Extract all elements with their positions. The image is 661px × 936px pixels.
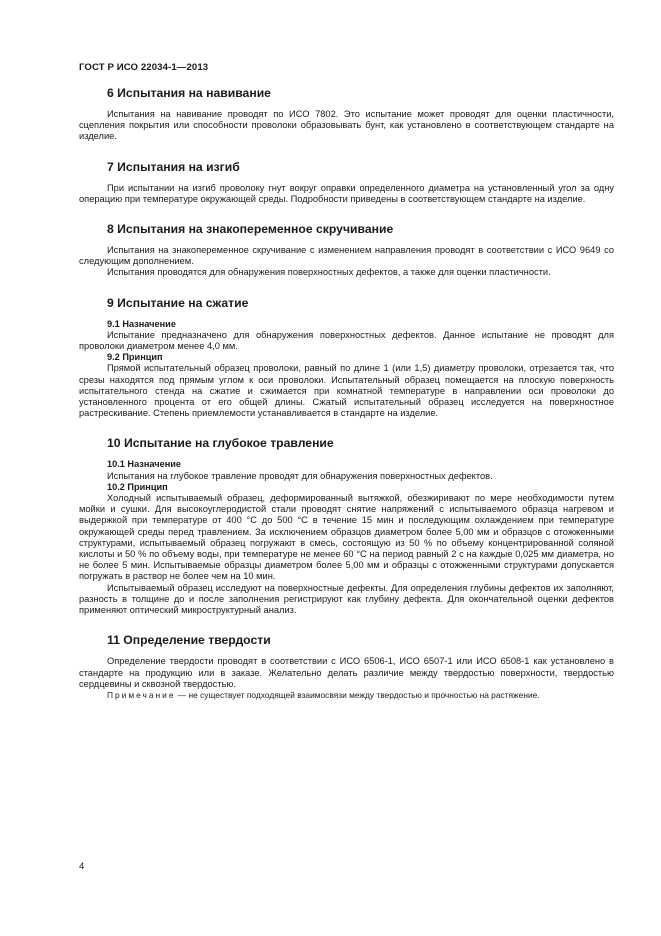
section-8-paragraph-1: Испытания на знакопеременное скручивание с изменением направления проводят в соответствии с ИСО 9649 со следующим дополнением. xyxy=(79,245,614,267)
section-10-1-paragraph: Испытания на глубокое травление проводят для обнаружения поверхностных дефектов. xyxy=(107,470,493,481)
subsection-10-2-title: 10.2 Принцип xyxy=(107,481,168,492)
section-7-paragraph-1: При испытании на изгиб проволоку гнут вокруг оправки определенного диаметра на установленный угол за одну операцию при температуре окружающей среды. Подробности приведены в соответствующем стандарте на изделие. xyxy=(79,182,614,204)
section-8 xyxy=(79,222,614,279)
section-6 xyxy=(79,86,614,143)
section-7 xyxy=(79,160,614,205)
section-8-paragraph-2: Испытания проводятся для обнаружения поверхностных дефектов, а также для оценки пластичности. xyxy=(107,267,551,278)
section-9-2-paragraph: Прямой испытательный образец проволоки, равный по длине 1 (или 1,5) диаметру проволоки, отрезается так, что срезы находятся под прямым углом к оси проволоки. Испытательный образец помещается на плоскую поверхность испытательного стенда на сжатие и сжимается при комнатной температуре в направлении оси проволоки до установленного процента от его общей длины. Сжатый испытательный образец исследуется на поверхностное растрескивание. Степень приемлемости устанавливается в стандарте на изделие. xyxy=(79,363,614,419)
section-7-title: 7 Испытания на изгиб xyxy=(107,159,240,174)
section-6-paragraph-1: Испытания на навивание проводят по ИСО 7802. Это испытание может проводят для оценки пластичности, сцепления покрытия или способности проволоки образовывать бунт, как установлено в соответствующем стандарте на изделие. xyxy=(79,109,614,142)
subsection-10-1-title: 10.1 Назначение xyxy=(107,459,182,470)
section-8-title: 8 Испытания на знакопеременное скручивание xyxy=(107,222,394,237)
section-10-title: 10 Испытание на глубокое травление xyxy=(107,436,334,451)
section-6-title: 6 Испытания на навивание xyxy=(107,86,271,100)
section-10-2-paragraph-2: Испытываемый образец исследуют на поверхностные дефекты. Для определения глубины дефектов их заполняют, разность в толщине до и после заполнения регистрируют как глубину дефекта. Для окончательной оценки дефектов применяют оптический микроструктурный анализ. xyxy=(79,582,614,616)
subsection-9-2-title: 9.2 Принцип xyxy=(107,352,163,363)
subsection-9-1-title: 9.1 Назначение xyxy=(107,318,176,329)
section-11-paragraph-1: Определение твердости проводят в соответствии с ИСО 6506-1, ИСО 6507-1 или ИСО 6508-1 как установлено в стандарте на продукцию или в заказе. Желательно делать различие между твердостью поверхности, твердостью сердцевины и сквозной твердостью. xyxy=(79,656,614,689)
section-10-2-paragraph-1: Холодный испытываемый образец, деформированный вытяжкой, обезжиривают по мере необходимости путем мойки и сушки. Для высокоуглеродистой стали проводят снятие напряжений с испытываемого образца нагревом и выдержкой при температуре от 400 °С до 500 °С в течение 15 мин и последующим охлаждением при температуре окружающей среды перед травлением. За исключением образцов диаметром более 5,00 мм и образцов с отожженными структурами, испытываемый образец погружают в смесь, состоящую из 50 % по объему концентрированной соляной кислоты и 50 % по объему воды, при температуре не менее 60 °С на период равный 2 с на каждые 0,025 мм диаметра, но не более 5 мин. Испытываемые образцы диаметром более 5,00 мм и образцы с отожженными структурами допускается погружать в раствор не более чем на 10 мин. xyxy=(79,493,614,582)
section-9-1-paragraph: Испытание предназначено для обнаружения поверхностных дефектов. Данное испытание не проводят для проволоки диаметром менее 4,0 мм. xyxy=(79,329,614,352)
note-text: — не существует подходящей взаимосвязи между твердостью и прочностью на растяжение. xyxy=(175,689,540,700)
document-body xyxy=(79,86,614,717)
section-11-note xyxy=(79,690,614,700)
section-10 xyxy=(79,436,614,616)
section-9-title: 9 Испытание на сжатие xyxy=(107,295,249,310)
page-number: 4 xyxy=(79,861,85,872)
note-label: Примечание xyxy=(107,689,176,700)
section-11-title: 11 Определение твердости xyxy=(107,633,271,648)
section-11 xyxy=(79,633,614,700)
section-9 xyxy=(79,296,614,420)
document-header: ГОСТ Р ИСО 22034-1—2013 xyxy=(79,62,209,73)
